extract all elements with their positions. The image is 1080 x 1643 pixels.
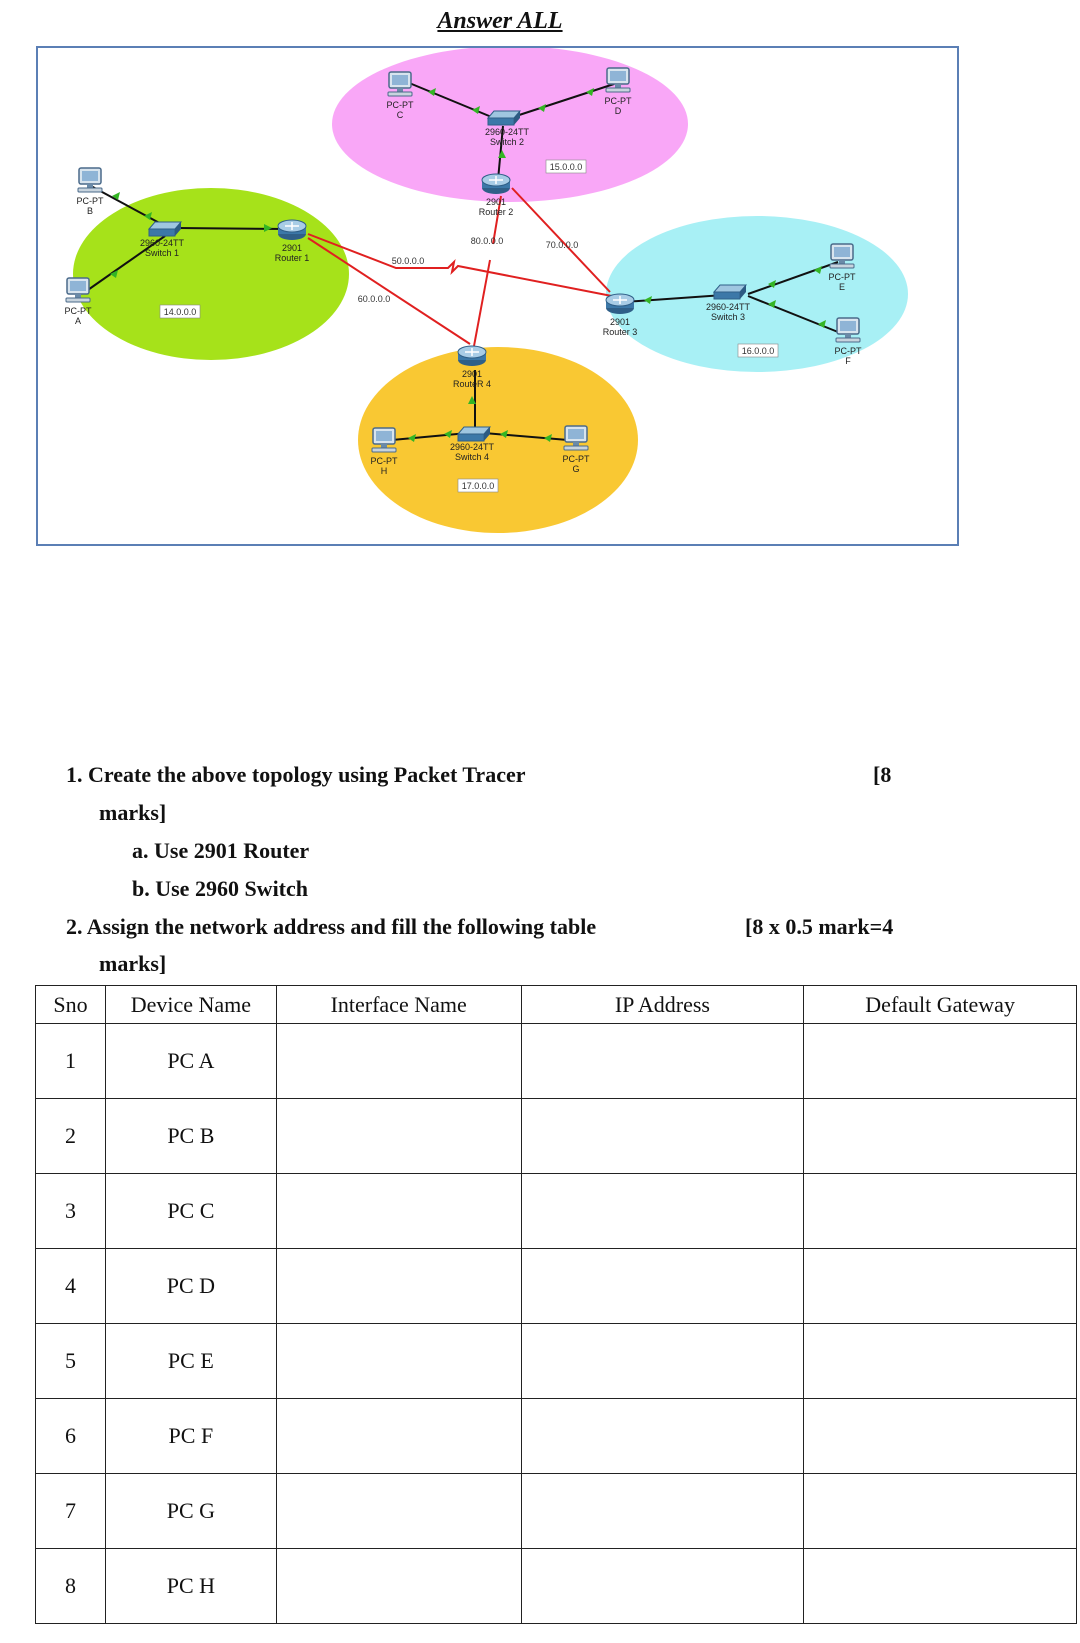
pc-d-type: PC-PT bbox=[604, 96, 632, 106]
router-4-name: RouteR 4 bbox=[452, 379, 492, 389]
question-1: 1. Create the above topology using Packet Tracer bbox=[66, 762, 526, 787]
question-2-marks: [8 x 0.5 mark=4 bbox=[745, 914, 894, 939]
interface-cell[interactable] bbox=[276, 1549, 521, 1624]
gateway-cell[interactable] bbox=[804, 1399, 1077, 1474]
net-label-17: 17.0.0.0 bbox=[461, 481, 495, 491]
ip-address-cell[interactable] bbox=[521, 1249, 804, 1324]
interface-cell[interactable] bbox=[276, 1324, 521, 1399]
ip-address-cell[interactable] bbox=[521, 1024, 804, 1099]
interface-cell[interactable] bbox=[276, 1474, 521, 1549]
gateway-cell[interactable] bbox=[804, 1174, 1077, 1249]
device-cell: PC G bbox=[105, 1474, 276, 1549]
interface-cell[interactable] bbox=[276, 1249, 521, 1324]
sno-cell: 2 bbox=[36, 1099, 106, 1174]
pc-h-type: PC-PT bbox=[370, 456, 398, 466]
net-label-14: 14.0.0.0 bbox=[163, 307, 197, 317]
net-label-15: 15.0.0.0 bbox=[549, 162, 583, 172]
switch-1-name: Switch 1 bbox=[144, 248, 180, 258]
device-cell: PC F bbox=[105, 1399, 276, 1474]
header-device-name: Device Name bbox=[105, 986, 276, 1024]
pc-b-type: PC-PT bbox=[76, 196, 104, 206]
answer-table bbox=[35, 985, 1077, 1624]
ip-address-cell[interactable] bbox=[521, 1549, 804, 1624]
pc-e-type: PC-PT bbox=[828, 272, 856, 282]
switch-3-model: 2960-24TT bbox=[705, 302, 751, 312]
sno-cell: 6 bbox=[36, 1399, 106, 1474]
device-cell: PC H bbox=[105, 1549, 276, 1624]
page-title: Answer ALL bbox=[437, 8, 563, 34]
pc-h-name: H bbox=[380, 466, 388, 476]
gateway-cell[interactable] bbox=[804, 1474, 1077, 1549]
device-cell: PC C bbox=[105, 1174, 276, 1249]
table-row bbox=[36, 1474, 1077, 1549]
net-label-50: 50.0.0.0 bbox=[391, 256, 425, 266]
question-1b: b. Use 2960 Switch bbox=[132, 876, 309, 901]
switch-2-model: 2960-24TT bbox=[484, 127, 530, 137]
switch-4-model: 2960-24TT bbox=[449, 442, 495, 452]
net-label-60: 60.0.0.0 bbox=[357, 294, 391, 304]
router-2-name: Router 2 bbox=[478, 207, 514, 217]
pc-b[interactable] bbox=[77, 168, 105, 216]
ip-address-cell[interactable] bbox=[521, 1474, 804, 1549]
pc-e-name: E bbox=[838, 282, 846, 292]
device-cell: PC A bbox=[105, 1024, 276, 1099]
pc-b-name: B bbox=[86, 206, 94, 216]
question-1-marks: [8 bbox=[873, 762, 892, 787]
net-label-16: 16.0.0.0 bbox=[741, 346, 775, 356]
sno-cell: 1 bbox=[36, 1024, 106, 1099]
interface-cell[interactable] bbox=[276, 1399, 521, 1474]
pc-a-name: A bbox=[74, 316, 82, 326]
pc-c-name: C bbox=[396, 110, 404, 120]
device-cell: PC B bbox=[105, 1099, 276, 1174]
interface-cell[interactable] bbox=[276, 1174, 521, 1249]
question-2: 2. Assign the network address and fill the following table bbox=[66, 914, 597, 939]
header-sno: Sno bbox=[36, 986, 106, 1024]
interface-cell[interactable] bbox=[276, 1099, 521, 1174]
pc-a[interactable] bbox=[65, 278, 93, 326]
pc-f-name: F bbox=[845, 356, 851, 366]
table-row bbox=[36, 1549, 1077, 1624]
ip-address-cell[interactable] bbox=[521, 1399, 804, 1474]
router-3-model: 2901 bbox=[609, 317, 631, 327]
gateway-cell[interactable] bbox=[804, 1099, 1077, 1174]
pc-f-type: PC-PT bbox=[834, 346, 862, 356]
pc-a-type: PC-PT bbox=[64, 306, 92, 316]
question-1a: a. Use 2901 Router bbox=[132, 838, 310, 863]
table-row bbox=[36, 1249, 1077, 1324]
gateway-cell[interactable] bbox=[804, 1249, 1077, 1324]
switch-3-name: Switch 3 bbox=[710, 312, 746, 322]
wan-links bbox=[308, 188, 622, 346]
ip-address-cell[interactable] bbox=[521, 1099, 804, 1174]
ip-address-cell[interactable] bbox=[521, 1174, 804, 1249]
sno-cell: 7 bbox=[36, 1474, 106, 1549]
device-cell: PC E bbox=[105, 1324, 276, 1399]
sno-cell: 3 bbox=[36, 1174, 106, 1249]
sno-cell: 5 bbox=[36, 1324, 106, 1399]
net-label-80: 80.0.0.0 bbox=[470, 236, 504, 246]
table-row bbox=[36, 1099, 1077, 1174]
table-row bbox=[36, 1024, 1077, 1099]
table-row bbox=[36, 1324, 1077, 1399]
router-2-model: 2901 bbox=[485, 197, 507, 207]
device-cell: PC D bbox=[105, 1249, 276, 1324]
interface-cell[interactable] bbox=[276, 1024, 521, 1099]
table-row bbox=[36, 1174, 1077, 1249]
switch-1-model: 2960-24TT bbox=[139, 238, 185, 248]
net-label-70: 70.0.0.0 bbox=[545, 240, 579, 250]
topology-diagram bbox=[36, 46, 959, 546]
question-1-marks-cont: marks] bbox=[99, 800, 167, 825]
pc-g-name: G bbox=[572, 464, 580, 474]
question-2-marks-cont: marks] bbox=[99, 951, 167, 976]
table-header-row bbox=[36, 986, 1077, 1024]
pc-d-name: D bbox=[614, 106, 622, 116]
header-default-gateway: Default Gateway bbox=[804, 986, 1077, 1024]
header-interface-name: Interface Name bbox=[276, 986, 521, 1024]
header-ip-address: IP Address bbox=[521, 986, 804, 1024]
router-3-name: Router 3 bbox=[602, 327, 638, 337]
table-row bbox=[36, 1399, 1077, 1474]
router-1-name: Router 1 bbox=[274, 253, 310, 263]
gateway-cell[interactable] bbox=[804, 1549, 1077, 1624]
pc-c-type: PC-PT bbox=[386, 100, 414, 110]
gateway-cell[interactable] bbox=[804, 1024, 1077, 1099]
router-4-model: 2901 bbox=[461, 369, 483, 379]
pc-g-type: PC-PT bbox=[562, 454, 590, 464]
sno-cell: 4 bbox=[36, 1249, 106, 1324]
sno-cell: 8 bbox=[36, 1549, 106, 1624]
switch-4-name: Switch 4 bbox=[454, 452, 490, 462]
gateway-cell[interactable] bbox=[804, 1324, 1077, 1399]
switch-2-name: Switch 2 bbox=[489, 137, 525, 147]
ip-address-cell[interactable] bbox=[521, 1324, 804, 1399]
router-1-model: 2901 bbox=[281, 243, 303, 253]
